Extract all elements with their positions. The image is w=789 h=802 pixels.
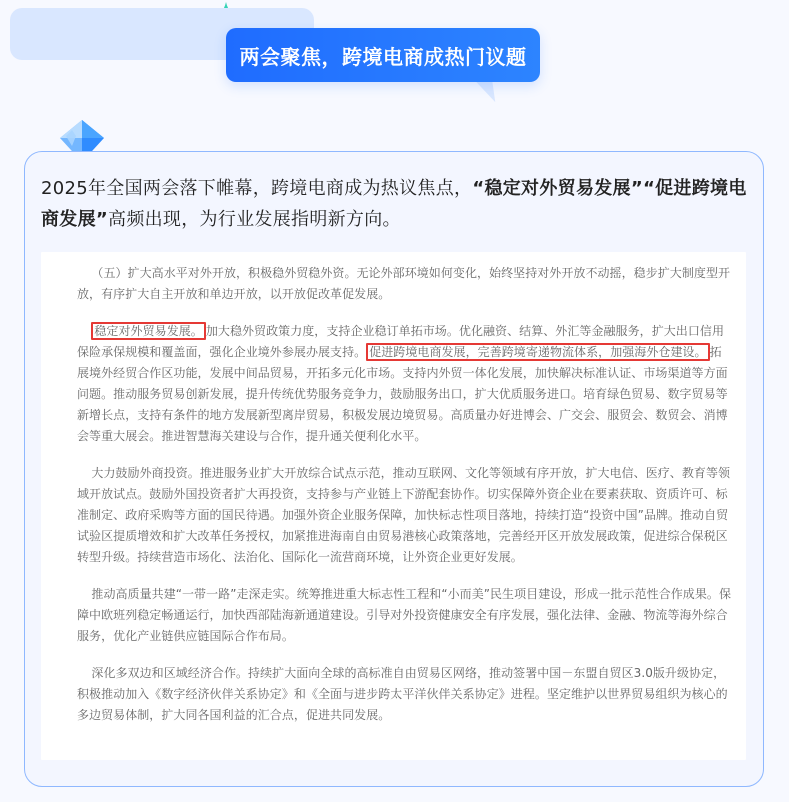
title-bubble-wrap (226, 28, 540, 82)
document-paragraph-2 (77, 321, 731, 447)
main-card (24, 151, 764, 787)
intro-suffix: 高频出现，为行业发展指明新方向。 (108, 209, 401, 230)
document-paragraph-3: 大力鼓励外商投资。推进服务业扩大开放综合试点示范，推动互联网、文化等领域有序开放，扩大电信、医疗、教育等领域开放试点。鼓励外国投资者扩大再投资，支持参与产业链上下游配套协作。切实保障外资企业在要素获取、资质许可、标准制定、政府采购等方面的国民待遇。加强外资企业服务保障，加快标志性项目落地，持续打造“投资中国”品牌。推动自贸试验区提质增效和扩大改革任务授权，加紧推进海南自由贸易港核心政策落地，完善经开区开放发展政策，促进综合保税区转型升级。持续营造市场化、法治化、国际化一流营商环境，让外资企业更好发展。 (77, 466, 731, 564)
highlight-stable-trade: 稳定对外贸易发展。 (91, 322, 205, 340)
intro-emphasis-2: “促进跨境电商发展” (41, 178, 747, 230)
page-title: 两会聚焦，跨境电商成热门议题 (239, 44, 527, 69)
intro-text (41, 173, 749, 235)
highlight-cross-border: 促进跨境电商发展，完善跨境寄递物流体系，加强海外仓建设。 (366, 343, 709, 361)
document-paragraph-5: 深化多双边和区域经济合作。持续扩大面向全球的高标准自由贸易区网络，推动签署中国－东盟自贸区3.0版升级协定，积极推动加入《数字经济伙伴关系协定》和《全面与进步跨太平洋伙伴关系协定》进程。坚定维护以世界贸易组织为核心的多边贸易体制，扩大同各国利益的汇合点，促进共同发展。 (77, 666, 728, 722)
document-paragraph-4: 推动高质量共建“一带一路”走深走实。统筹推进重大标志性工程和“小而美”民生项目建设，形成一批示范性合作成果。保障中欧班列稳定畅通运行，加快西部陆海新通道建设。引导对外投资健康安全有序发展，强化法律、金融、物流等海外综合服务，优化产业链供应链国际合作布局。 (77, 587, 732, 643)
intro-prefix: 2025年全国两会落下帷幕，跨境电商成为热议焦点， (41, 178, 473, 199)
title-bubble (226, 28, 540, 82)
paragraph-2-text-1: 加大稳外贸政策力度，支持企业稳订单拓市场。优化融资、结算、外汇等金融服务，扩大出口信用保险承保规模和覆盖面，强化企业境外参展办展支持。 (77, 324, 724, 359)
document-panel (41, 252, 746, 760)
intro-emphasis-1: “稳定对外贸易发展” (472, 178, 643, 199)
document-paragraph-1: （五）扩大高水平对外开放，积极稳外贸稳外资。无论外部环境如何变化，始终坚持对外开放不动摇，稳步扩大制度型开放，有序扩大自主开放和单边开放，以开放促改革促发展。 (77, 266, 731, 301)
paragraph-2-text-2: 拓展境外经贸合作区功能，发展中间品贸易，开拓多元化市场。支持内外贸一体化发展，加快解决标准认证、市场渠道等方面问题。推动服务贸易创新发展，提升传统优势服务竞争力，鼓励服务出口，扩大优质服务进口。培育绿色贸易、数字贸易等新增长点，支持有条件的地方发展新型离岸贸易，积极发展边境贸易。高质量办好进博会、广交会、服贸会、数贸会、消博会等重大展会。推进智慧海关建设与合作，提升通关便利化水平。 (77, 345, 728, 443)
